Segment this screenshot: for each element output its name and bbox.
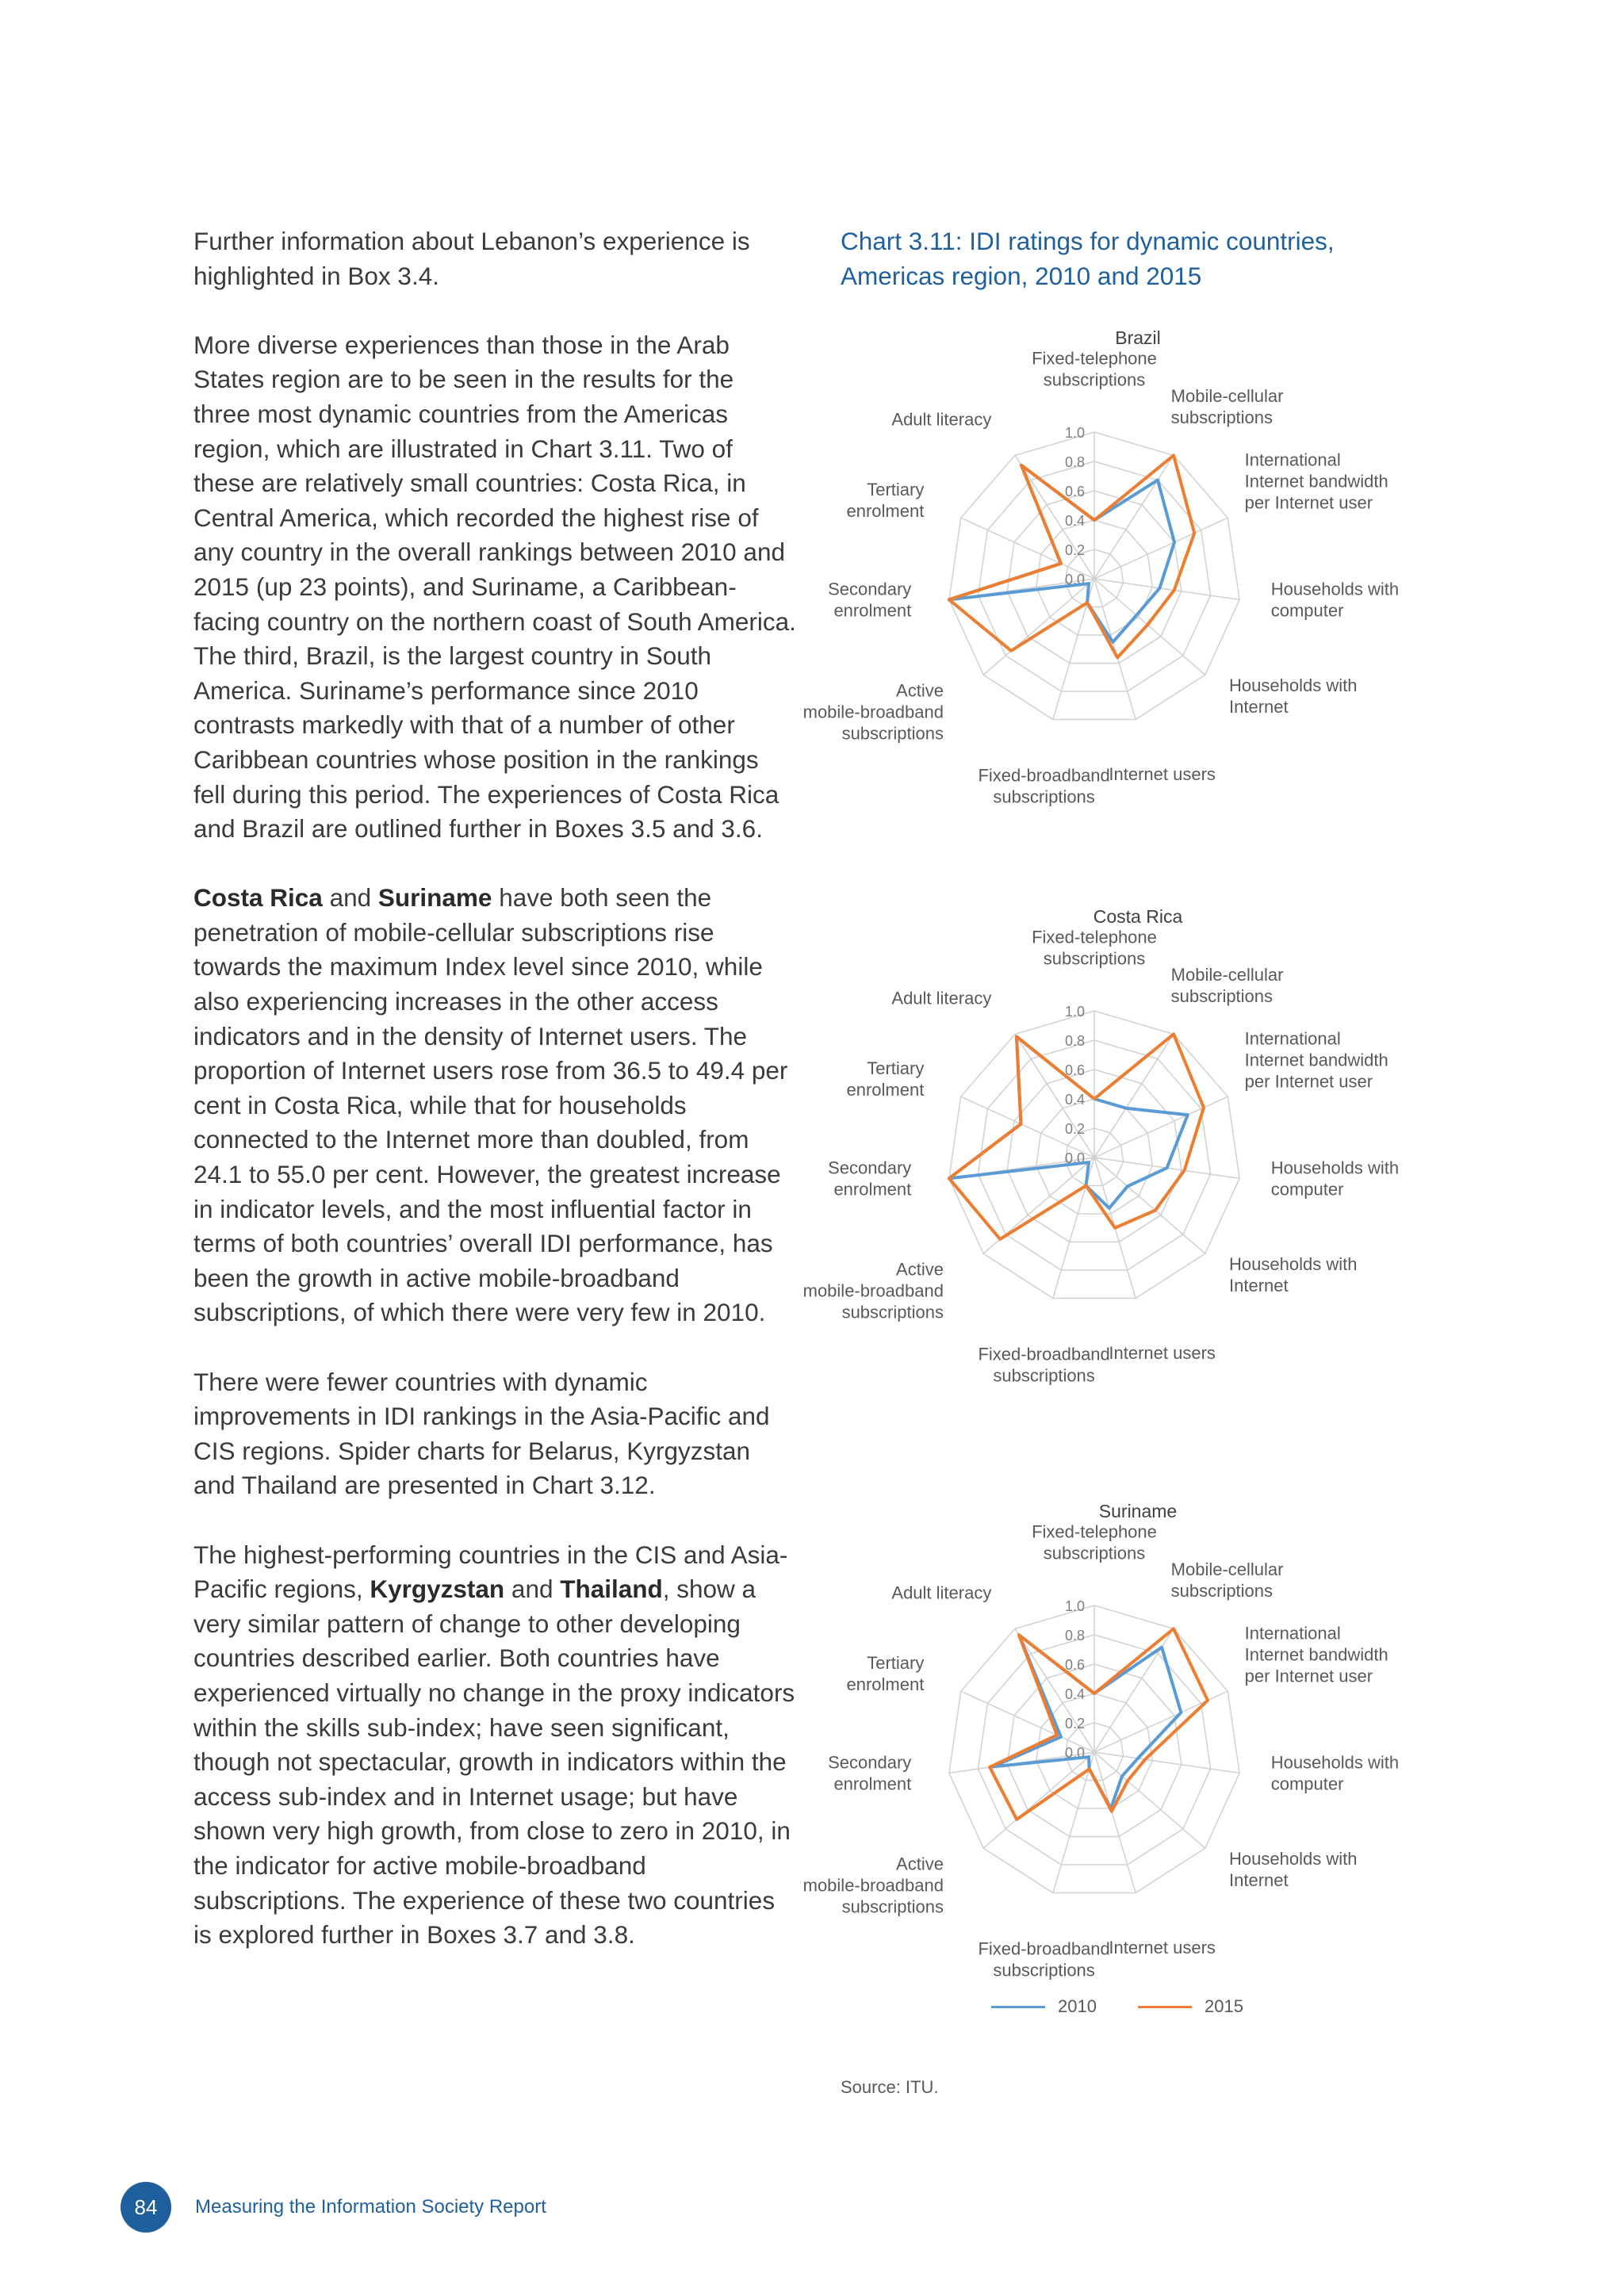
tick-label: 0.4 [1064, 1686, 1085, 1702]
page-number: 84 [121, 2182, 171, 2233]
tick-label: 0.0 [1064, 1745, 1085, 1761]
bold-term: Kyrgyzstan [370, 1575, 505, 1604]
radar-chart-suriname [802, 1490, 1404, 1980]
axis-label: Active mobile-broadband subscriptions [802, 1259, 944, 1322]
axis-label: Tertiary enrolment [846, 1058, 925, 1100]
paragraph [193, 224, 796, 293]
axis-label: Secondary enrolment [828, 1158, 912, 1200]
paragraph-text: More diverse experiences than those in the Arab States region are to be seen in the results for the three most dynamic countries from the Americas region, which are illustrated in Chart 3.11. Two of these are relatively small countries: Costa Rica, in Central America, which recorded the highest rise of any country in the overall rankings between 2010 and 2015 (up 23 points), and Suriname, a Caribbean-facing country on the northern coast of South America. The third, Brazil, is the largest country in South America. Suriname’s performance since 2010 contrasts markedly with that of a number of other Caribbean countries whose position in the rankings fell during this period. The experiences of Costa Rica and Brazil are outlined further in Boxes 3.5 and 3.6. [193, 330, 796, 844]
radar-svg [802, 1490, 1404, 1980]
axis-label: Active mobile-broadband subscriptions [802, 680, 944, 744]
paragraph [193, 1538, 796, 1953]
axis-label: Households with computer [1270, 579, 1400, 621]
source-note: Source: ITU. [841, 2077, 939, 2097]
axis-label: Active mobile-broadband subscriptions [802, 1854, 944, 1917]
chart-subtitle: Costa Rica [1093, 906, 1183, 927]
tick-label: 0.6 [1064, 484, 1085, 499]
paragraph-text: Further information about Lebanon’s experience is highlighted in Box 3.4. [193, 227, 750, 290]
footer-title: Measuring the Information Society Report [195, 2196, 546, 2218]
chart-title: Chart 3.11: IDI ratings for dynamic countries, Americas region, 2010 and 2015 [841, 227, 1335, 290]
tick-label: 0.6 [1064, 1062, 1085, 1078]
radar-chart-costa-rica [802, 896, 1404, 1386]
paragraph [193, 328, 796, 847]
axis-spoke [1094, 1752, 1136, 1893]
tick-label: 0.4 [1064, 1092, 1085, 1108]
legend-swatch [991, 2006, 1045, 2008]
legend-label: 2010 [1058, 1996, 1097, 2016]
axis-label: Internet users [1109, 763, 1216, 784]
paragraph-text: have both seen the penetration of mobile-cellular subscriptions rise towards the maximum Index level since 2010, while also experiencing increases in the other access indicators and in the density of Internet users. The proportion of Internet users rose from 36.5 to 49.4 per cent in Costa Rica, while that for households connected to the Internet more than doubled, from 24.1 to 55.0 per cent. However, the greatest increase in indicator levels, and the most influential factor in terms of both countries’ overall IDI performance, has been the growth in active mobile-broadband subscriptions, of which there were very few in 2010. [193, 883, 788, 1327]
axis-spoke [1094, 579, 1136, 720]
tick-label: 0.2 [1064, 1716, 1085, 1732]
tick-label: 0.2 [1064, 1121, 1085, 1137]
axis-label: Fixed-telephone subscriptions [1032, 1521, 1157, 1563]
chart-legend [991, 1996, 1277, 2020]
page-footer [121, 2182, 546, 2233]
axis-label: Fixed-broadband subscriptions [978, 1938, 1110, 1980]
tick-label: 0.8 [1064, 1628, 1085, 1644]
axis-label: Adult literacy [891, 409, 992, 430]
axis-label: Households with computer [1270, 1752, 1400, 1794]
chart-subtitle: Suriname [1098, 1501, 1178, 1521]
tick-label: 0.4 [1064, 513, 1085, 529]
axis-label: Tertiary enrolment [846, 1653, 925, 1695]
tick-label: 1.0 [1064, 1598, 1085, 1614]
axis-label: Households with computer [1270, 1158, 1400, 1200]
axis-label: Mobile-cellular subscriptions [1170, 965, 1284, 1007]
axis-label: Adult literacy [891, 1582, 992, 1603]
legend-item-2010 [991, 1996, 1097, 2017]
axis-label: Households with Internet [1229, 1848, 1358, 1890]
bold-term: Costa Rica [193, 883, 323, 913]
axis-label: International Internet bandwidth per Internet user [1244, 1623, 1388, 1686]
axis-spoke [1053, 1752, 1094, 1893]
bold-term: Thailand [560, 1575, 663, 1604]
axis-label: Mobile-cellular subscriptions [1170, 1559, 1284, 1601]
axis-label: Households with Internet [1229, 675, 1358, 717]
tick-label: 0.2 [1064, 542, 1085, 558]
axis-label: International Internet bandwidth per Internet user [1244, 450, 1388, 513]
axis-label: Mobile-cellular subscriptions [1170, 386, 1284, 428]
paragraph-text: , show a very similar pattern of change to other developing countries described earlier. Both countries have experienced virtually no change in the proxy indicators within the skills sub-index; have seen significant, though not spectacular, growth in indicators within the access sub-index and in Internet usage; but have shown very high growth, from close to zero in 2010, in the indicator for active mobile-broadband subscriptions. The experience of these two countries is explored further in Boxes 3.7 and 3.8. [193, 1575, 795, 1950]
tick-label: 0.6 [1064, 1657, 1085, 1673]
tick-label: 0.0 [1064, 1150, 1085, 1166]
chart-subtitle: Brazil [1115, 327, 1161, 348]
tick-label: 1.0 [1064, 1004, 1085, 1020]
axis-label: Secondary enrolment [828, 1752, 912, 1794]
radar-svg [802, 317, 1404, 807]
paragraph-text: The highest-performing countries in the CIS and Asia-Pacific regions, [193, 1540, 788, 1604]
radar-svg [802, 896, 1404, 1386]
axis-label: Secondary enrolment [828, 579, 912, 621]
paragraph [193, 1365, 796, 1503]
axis-label: Fixed-broadband subscriptions [978, 1344, 1110, 1386]
axis-label: Fixed-telephone subscriptions [1032, 348, 1157, 390]
legend-swatch [1138, 2006, 1192, 2008]
axis-label: Households with Internet [1229, 1253, 1358, 1295]
axis-label: Fixed-broadband subscriptions [978, 765, 1110, 807]
axis-label: Fixed-telephone subscriptions [1032, 927, 1157, 969]
legend-label: 2015 [1205, 1996, 1243, 2016]
radar-chart-brazil [802, 317, 1404, 807]
tick-label: 0.0 [1064, 572, 1085, 587]
paragraph-text: There were fewer countries with dynamic improvements in IDI rankings in the Asia-Pacific and CIS regions. Spider charts for Belarus, Kyrgyzstan and Thailand are presented in Chart 3.12. [193, 1367, 770, 1500]
axis-label: Internet users [1109, 1937, 1216, 1957]
tick-label: 1.0 [1064, 425, 1085, 441]
bold-term: Suriname [377, 883, 492, 913]
axis-label: International Internet bandwidth per Internet user [1244, 1028, 1388, 1092]
axis-spoke [1094, 1752, 1239, 1773]
legend-item-2015 [1138, 1996, 1243, 2017]
tick-label: 0.8 [1064, 454, 1085, 470]
axis-label: Internet users [1109, 1342, 1216, 1363]
body-text [193, 224, 796, 1987]
paragraph-text: and [504, 1575, 561, 1604]
axis-spoke [1094, 579, 1239, 599]
tick-label: 0.8 [1064, 1033, 1085, 1049]
paragraph [193, 881, 796, 1330]
axis-label: Tertiary enrolment [846, 480, 925, 522]
axis-label: Adult literacy [891, 988, 992, 1008]
paragraph-text: and [322, 883, 378, 913]
